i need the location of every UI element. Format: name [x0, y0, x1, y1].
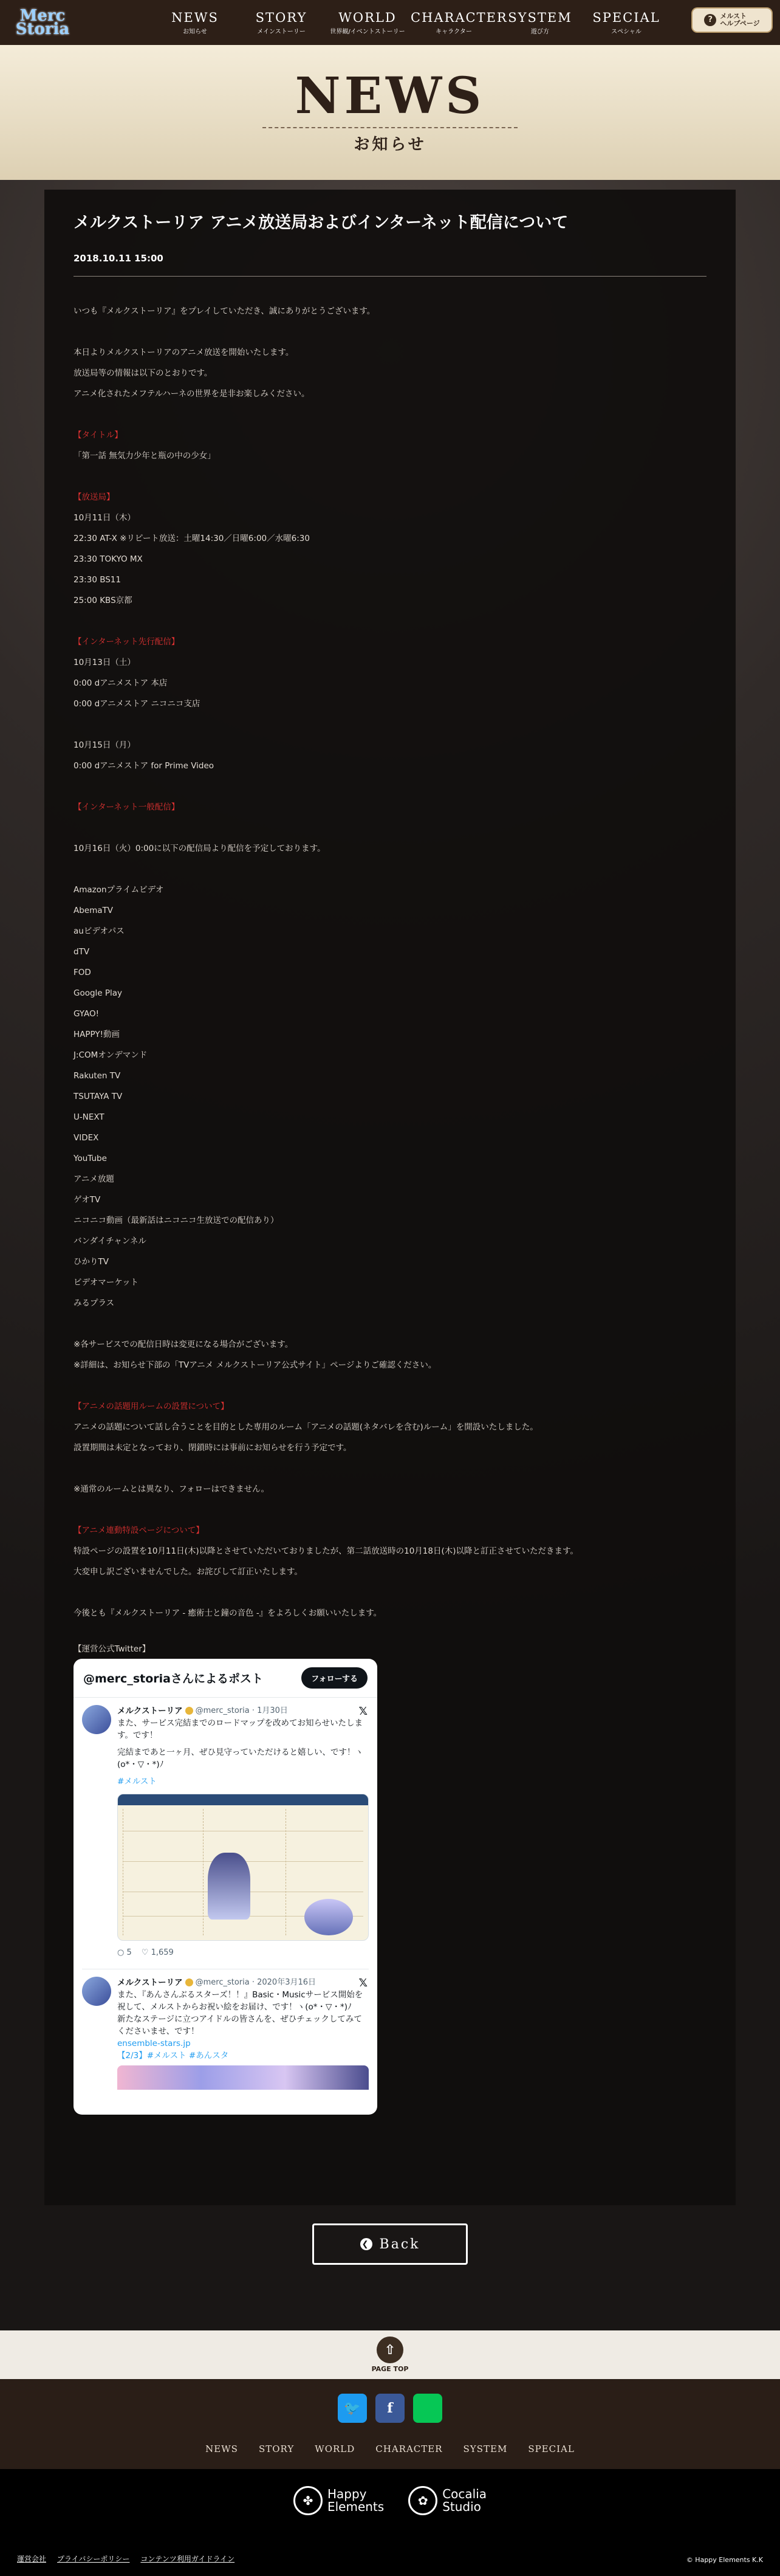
- legal-links: [17, 2554, 234, 2564]
- spacer: [74, 776, 706, 797]
- footer-nav: [205, 2443, 575, 2454]
- article-body: [74, 301, 706, 1624]
- spacer: [74, 322, 706, 342]
- article-line: YouTube: [74, 1153, 107, 1163]
- spacer: [74, 1500, 706, 1520]
- article-line: AbemaTV: [74, 905, 114, 915]
- article-line: J:COMオンデマンド: [74, 1050, 148, 1060]
- verified-badge-icon: [185, 1978, 193, 1986]
- line-icon[interactable]: [413, 2394, 442, 2423]
- tweet-handle[interactable]: @merc_storia · 1月30日: [195, 1706, 288, 1715]
- article-line: バンダイチャンネル: [74, 1236, 146, 1246]
- twitter-icon[interactable]: 🐦: [338, 2394, 367, 2423]
- follow-button[interactable]: フォローする: [301, 1667, 368, 1689]
- help-label-2: ヘルプページ: [720, 19, 760, 27]
- heart-icon: ♡: [141, 1947, 151, 1957]
- twitter-embed[interactable]: [74, 1659, 377, 2115]
- twitter-heading: 【運営公式Twitter】: [74, 1644, 151, 1654]
- footer-nav-system[interactable]: SYSTEM: [463, 2443, 508, 2454]
- spacer: [74, 818, 706, 838]
- footer-nav-world[interactable]: WORLD: [315, 2443, 355, 2454]
- article-line: TSUTAYA TV: [74, 1091, 123, 1101]
- tweet[interactable]: [74, 1698, 377, 1965]
- article-line: いつも『メルクストーリア』をプレイしていただき、誠にありがとうございます。: [74, 306, 375, 316]
- site-header: [0, 0, 780, 45]
- tweet-author[interactable]: メルクストーリア: [117, 1706, 183, 1716]
- article-line: 25:00 KBS京都: [74, 595, 132, 605]
- nav-news[interactable]: NEWS お知らせ: [171, 10, 219, 35]
- article-line: 0:00 dアニメストア for Prime Video: [74, 760, 214, 771]
- article-line: U-NEXT: [74, 1112, 104, 1122]
- article-line: 放送局等の情報は以下のとおりです。: [74, 368, 213, 378]
- content-guideline-link[interactable]: コンテンツ利用ガイドライン: [140, 2555, 235, 2563]
- nav-special[interactable]: SPECIAL スペシャル: [592, 10, 660, 35]
- character-illustration: [208, 1853, 250, 1920]
- help-page-button[interactable]: [691, 7, 773, 33]
- article-line: アニメ放題: [74, 1174, 114, 1184]
- arrow-up-icon: ⇧: [377, 2337, 403, 2363]
- article-line: ひかりTV: [74, 1256, 109, 1267]
- article-line: ゲオTV: [74, 1194, 101, 1205]
- main-nav: [152, 10, 669, 35]
- article-line: 「第一話 無気力少年と瓶の中の少女」: [74, 450, 216, 461]
- article-line: Amazonプライムビデオ: [74, 884, 164, 895]
- article-line: 今後とも『メルクストーリア - 癒術士と鐘の音色 -』をよろしくお願いいたします。: [74, 1608, 382, 1618]
- avatar[interactable]: [82, 1705, 111, 1734]
- article-line: 10月13日（土）: [74, 657, 135, 667]
- back-button[interactable]: [312, 2223, 468, 2265]
- spacer: [74, 466, 706, 487]
- article-line: 0:00 dアニメストア 本店: [74, 678, 168, 688]
- footer-bottom: [0, 2469, 780, 2576]
- article-line: 23:30 BS11: [74, 574, 121, 585]
- article-line: ニコニコ動画（最新話はニコニコ生放送での配信あり）: [74, 1215, 279, 1225]
- page-top-label: PAGE TOP: [371, 2365, 409, 2373]
- reply-icon: ○: [117, 1947, 127, 1957]
- company-logos: [0, 2469, 780, 2515]
- footer-nav-news[interactable]: NEWS: [205, 2443, 238, 2454]
- tweet-image[interactable]: [117, 2065, 369, 2090]
- article-line: 設置期間は未定となっており、閉鎖時には事前にお知らせを行う予定です。: [74, 1442, 352, 1453]
- spacer: [74, 1314, 706, 1334]
- spacer: [74, 1376, 706, 1396]
- cocalia-studio-logo[interactable]: ✿ Cocalia Studio: [408, 2486, 487, 2515]
- section-heading: 【インターネット先行配信】: [74, 636, 180, 647]
- happy-elements-logo[interactable]: ✤ Happy Elements: [293, 2486, 384, 2515]
- company-link[interactable]: 運営会社: [17, 2555, 47, 2563]
- help-label-1: メルスト: [720, 12, 747, 20]
- tweet-handle[interactable]: @merc_storia · 2020年3月16日: [195, 1977, 316, 1987]
- hashtag[interactable]: #メルスト: [117, 1776, 157, 1786]
- article-line: GYAO!: [74, 1008, 100, 1019]
- reply-count[interactable]: ○ 5: [117, 1947, 132, 1957]
- twitter-embed-header: [74, 1659, 377, 1698]
- footer-nav-character[interactable]: CHARACTER: [375, 2443, 443, 2454]
- article-line: FOD: [74, 967, 91, 977]
- article-line: 10月11日（木）: [74, 512, 135, 523]
- character-illustration: [304, 1899, 353, 1935]
- article-line: ※詳細は、お知らせ下部の「TVアニメ メルクストーリア公式サイト」ページよりご確認ください。: [74, 1360, 437, 1370]
- tweet-author[interactable]: メルクストーリア: [117, 1977, 183, 1988]
- footer-nav-story[interactable]: STORY: [258, 2443, 295, 2454]
- content-stage: [0, 180, 780, 2330]
- page-top-button[interactable]: [0, 2330, 780, 2379]
- help-icon: ?: [704, 14, 716, 26]
- spacer: [74, 404, 706, 425]
- x-logo-icon[interactable]: 𝕏: [358, 1976, 368, 1989]
- section-heading: 【アニメの話題用ルームの設置について】: [74, 1401, 229, 1411]
- section-heading: 【放送局】: [74, 492, 115, 502]
- article-line: ビデオマーケット: [74, 1277, 139, 1287]
- twitter-embed-title: @merc_storiaさんによるポスト: [83, 1672, 263, 1686]
- tweet-image[interactable]: [117, 1794, 369, 1941]
- article-line: HAPPY!動画: [74, 1029, 120, 1039]
- article-line: 本日よりメルクストーリアのアニメ放送を開始いたします。: [74, 347, 294, 357]
- flower-icon: ✿: [408, 2486, 437, 2515]
- tweet[interactable]: [74, 1969, 377, 2090]
- article-line: dTV: [74, 946, 90, 957]
- spacer: [74, 1458, 706, 1479]
- article-line: アニメの話題について話し合うことを目的とした専用のルーム「アニメの話題(ネタバレを含む)ルーム」を開設いたしました。: [74, 1422, 538, 1432]
- footer-nav-special[interactable]: SPECIAL: [528, 2443, 575, 2454]
- site-logo[interactable]: [0, 0, 85, 45]
- article-line: ※各サービスでの配信日時は変更になる場合がございます。: [74, 1339, 293, 1349]
- social-links: [338, 2394, 442, 2423]
- section-heading: 【アニメ連動特設ページについて】: [74, 1525, 204, 1535]
- verified-badge-icon: [185, 1707, 193, 1715]
- nav-world[interactable]: WORLD 世界観/イベントストーリー: [330, 10, 405, 35]
- tweet-link[interactable]: ensemble-stars.jp: [117, 2038, 191, 2048]
- article-line: 大変申し訳ございませんでした。お詫びして訂正いたします。: [74, 1566, 303, 1577]
- article-line: ※通常のルームとは異なり、フォローはできません。: [74, 1484, 269, 1494]
- like-count[interactable]: ♡ 1,659: [141, 1947, 174, 1957]
- spacer: [74, 714, 706, 735]
- article-line: アニメ化されたメフテルハーネの世界を是非お楽しみください。: [74, 388, 310, 399]
- hashtag[interactable]: 【2/3】#メルスト #あんスタ: [117, 2050, 229, 2061]
- copyright: © Happy Elements K.K: [686, 2556, 763, 2564]
- tweet-text: また、『あんさんぶるスターズ！！』Basic・Musicサービス開始を祝して、メルストからお祝い絵をお届け、です！ヽ(o*・▽・*)ﾉ: [117, 1989, 363, 2012]
- spacer: [74, 611, 706, 632]
- article-line: 0:00 dアニメストア ニコニコ支店: [74, 698, 200, 709]
- news-article: [44, 190, 736, 2205]
- article-line: Rakuten TV: [74, 1070, 121, 1081]
- section-heading: 【タイトル】: [74, 430, 123, 440]
- logo-text: Merc Storia: [15, 6, 70, 38]
- article-line: 22:30 AT-X ※リピート放送：土曜14:30／日曜6:00／水曜6:30: [74, 533, 310, 543]
- page-title: NEWS: [295, 66, 485, 125]
- page-subtitle: お知らせ: [354, 135, 426, 154]
- article-title: メルクストーリア アニメ放送局およびインターネット配信について: [74, 213, 569, 232]
- avatar[interactable]: [82, 1977, 111, 2006]
- arrow-left-icon: ❮: [360, 2238, 372, 2250]
- nav-system[interactable]: SYSTEM 遊び方: [508, 10, 572, 35]
- article-line: 10月16日（火）0:00に以下の配信局より配信を予定しております。: [74, 843, 326, 853]
- site-footer: [0, 2379, 780, 2469]
- article-line: 23:30 TOKYO MX: [74, 554, 143, 564]
- page-hero: [0, 45, 780, 180]
- clover-icon: ✤: [293, 2486, 323, 2515]
- back-label: Back: [379, 2236, 420, 2252]
- x-logo-icon[interactable]: 𝕏: [358, 1704, 368, 1718]
- title-divider: [262, 127, 518, 128]
- article-line: auビデオパス: [74, 926, 125, 936]
- article-date: 2018.10.11 15:00: [74, 253, 706, 277]
- spacer: [74, 1582, 706, 1603]
- facebook-icon[interactable]: f: [375, 2394, 405, 2423]
- article-line: 10月15日（月）: [74, 740, 135, 750]
- tweet-stats: [117, 1941, 369, 1965]
- tweet-text-2: 完結まであと一ヶ月、ぜひ見守っていただけると嬉しい、です！ヽ(o*・▽・*)ﾉ: [117, 1747, 363, 1769]
- article-line: 特設ページの設置を10月11日(木)以降とさせていただいておりましたが、第二話放送時の10月18日(木)以降と訂正させていただきます。: [74, 1546, 578, 1556]
- spacer: [74, 859, 706, 880]
- nav-story[interactable]: STORY メインストーリー: [255, 10, 307, 35]
- tweet-text-2: 新たなステージに立つアイドルの皆さんを、ぜひチェックしてみてくださいませ、です！: [117, 2014, 362, 2036]
- article-line: Google Play: [74, 988, 123, 998]
- article-line: VIDEX: [74, 1132, 99, 1143]
- privacy-policy-link[interactable]: プライバシーポリシー: [57, 2555, 130, 2563]
- nav-character[interactable]: CHARACTER キャラクター: [411, 10, 508, 35]
- article-line: みるプラス: [74, 1298, 115, 1308]
- section-heading: 【インターネット一般配信】: [74, 802, 180, 812]
- tweet-text: また、サービス完結までのロードマップを改めてお知らせいたします。です！: [117, 1718, 363, 1740]
